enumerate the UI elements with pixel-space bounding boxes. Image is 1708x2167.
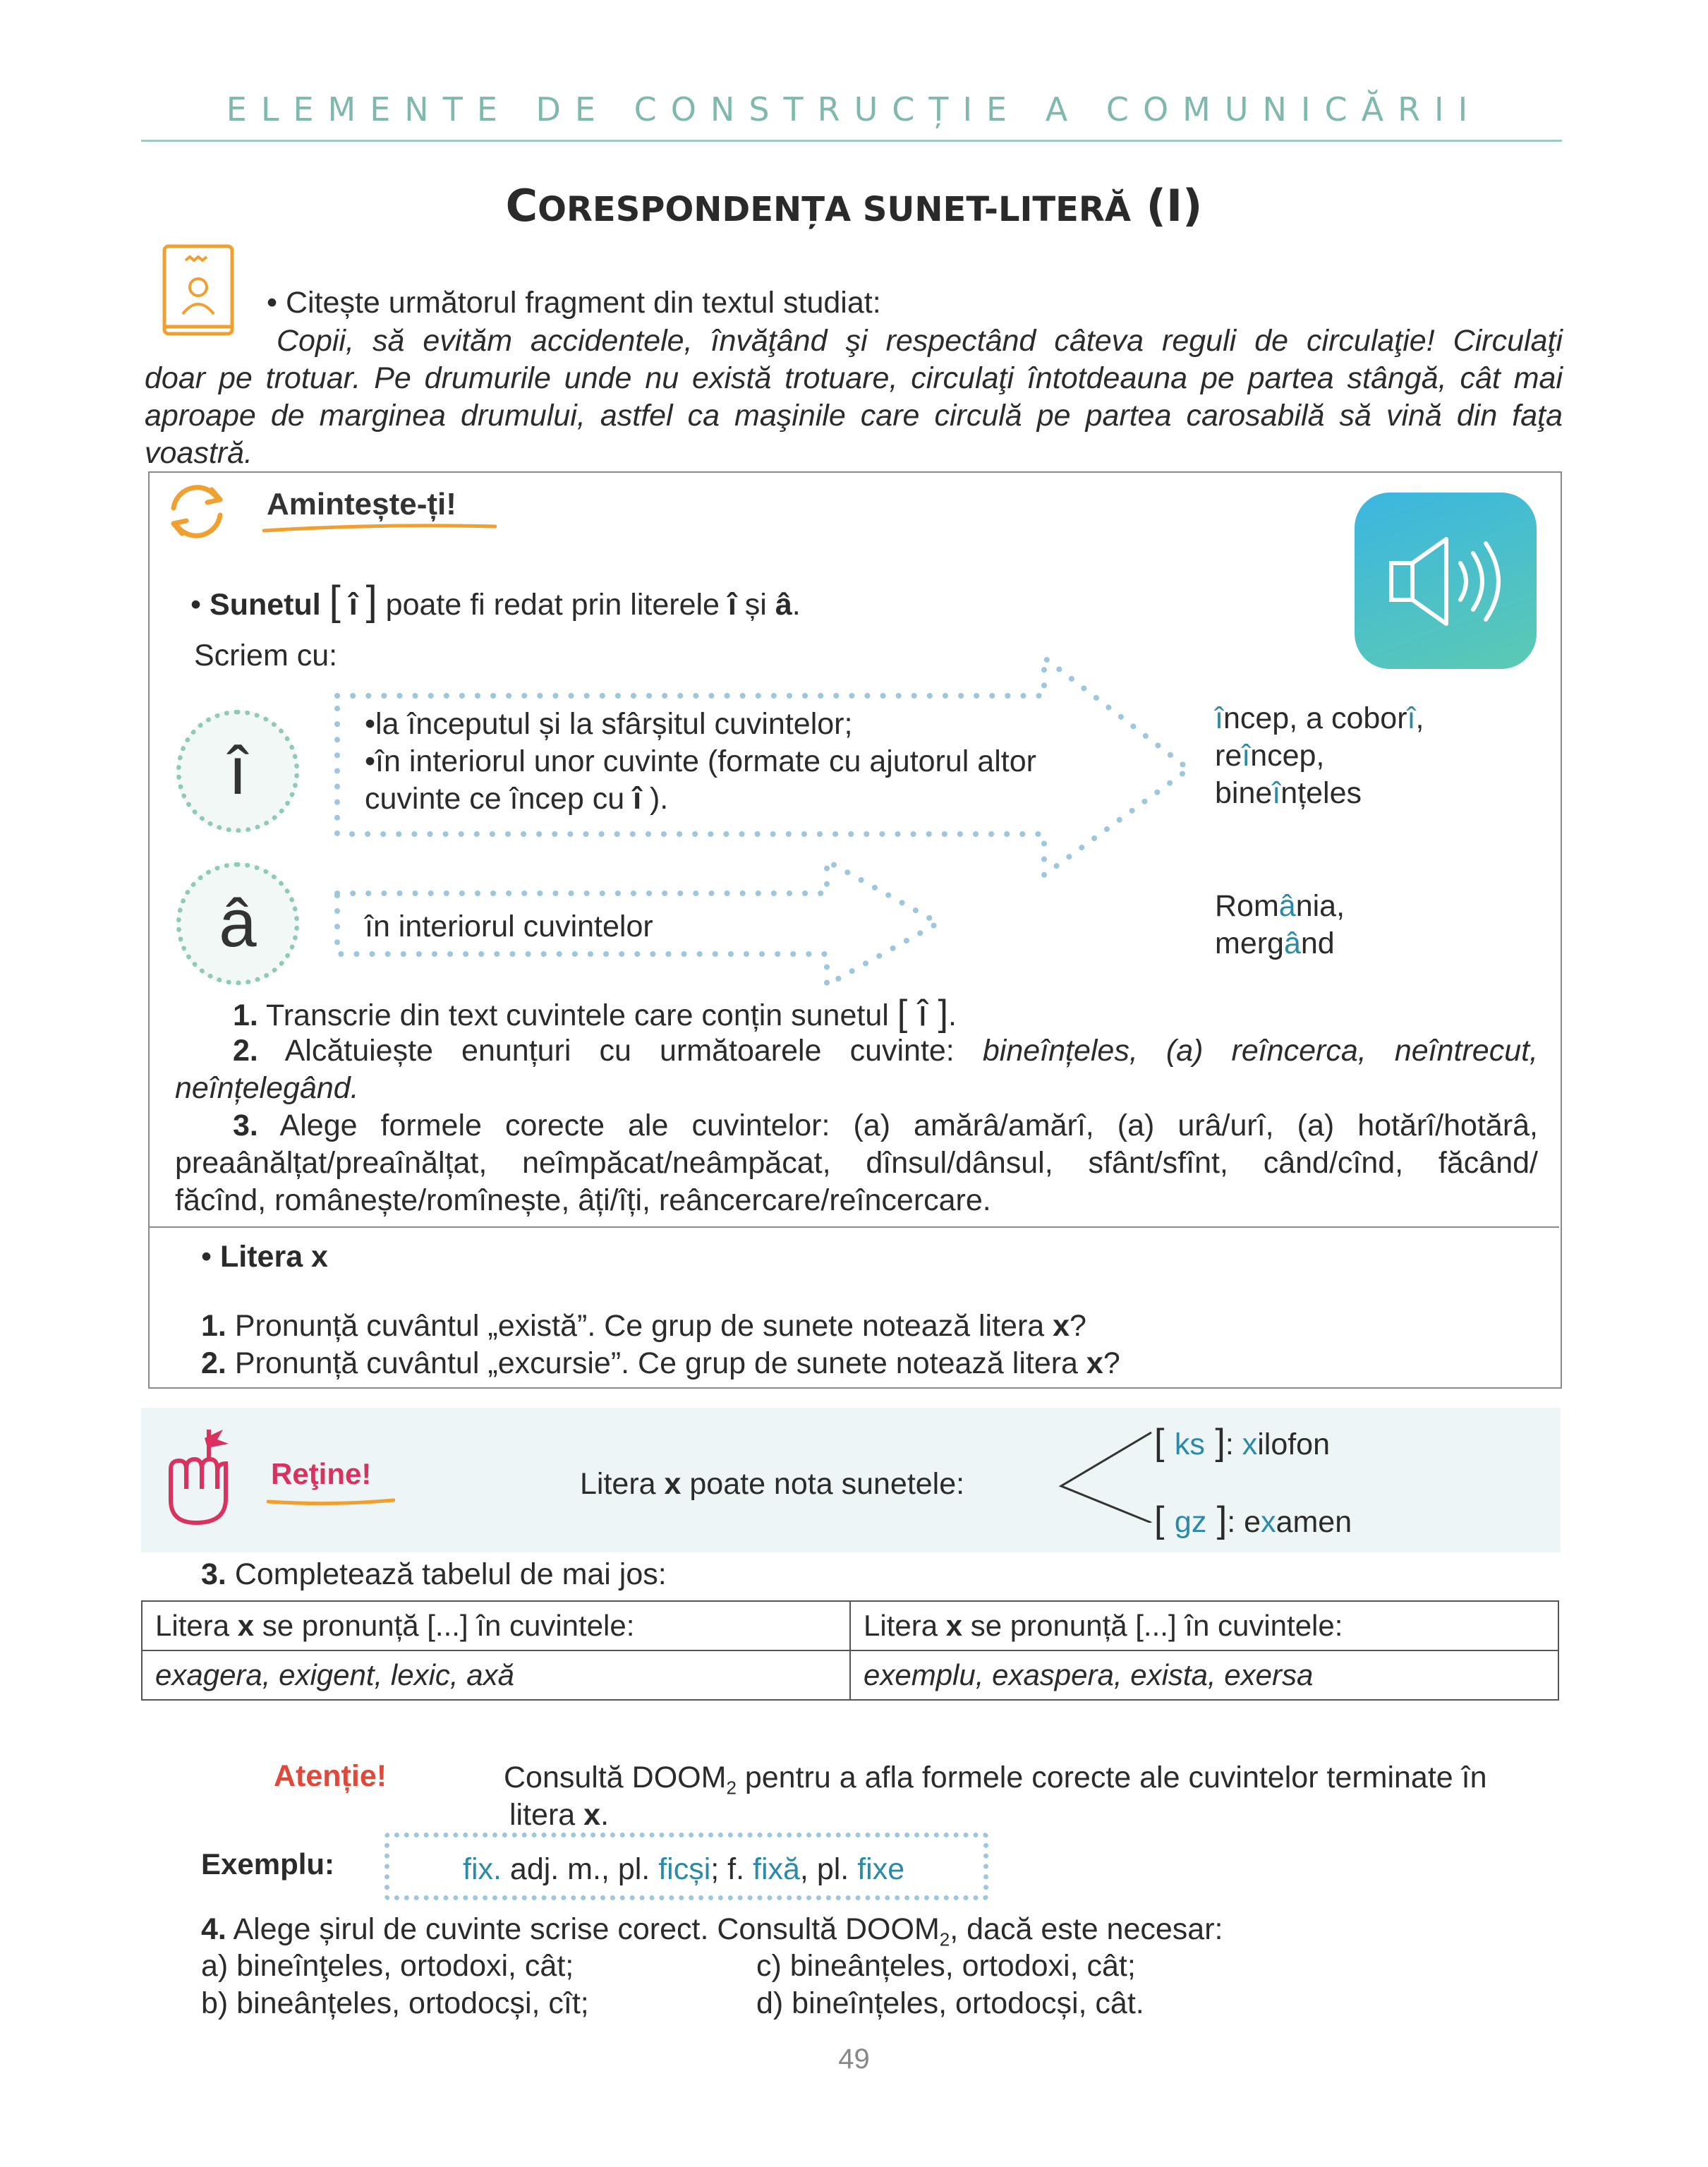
exercise-3-line-3: făcînd, românește/romînește, âți/îți, reâncercare/reîncercare.	[175, 1183, 991, 1217]
rule-i-line-2: •în interiorul unor cuvinte (formate cu ajutorul altor	[365, 744, 1036, 778]
sunetul-label: Sunetul	[210, 588, 321, 622]
litera-x-heading: • Litera x	[201, 1240, 328, 1274]
table-cell: exagera, exigent, lexic, axă	[142, 1650, 850, 1700]
exercise-1: 1. Transcrie din text cuvintele care conțin sunetul [ î ].	[233, 993, 957, 1034]
option-c[interactable]: c) bineânțeles, ortodoxi, cât;	[756, 1949, 1136, 1983]
sunetul-end: .	[792, 588, 801, 622]
rule-a-text: în interiorul cuvintelor	[365, 910, 653, 943]
option-b[interactable]: b) bineânțeles, ortodocși, cît;	[201, 1986, 589, 2020]
table-cell: exemplu, exaspera, exista, exersa	[850, 1650, 1558, 1700]
aminteste-heading: Amintește-ți!	[267, 487, 456, 521]
example-i-line-2: reîncep,	[1215, 739, 1325, 773]
fragment-line-2: doar pe trotuar. Pe drumurile unde nu există trotuare, circulaţi întotdeauna pe partea stângă, cât mai	[145, 361, 1563, 395]
exercise-2: 2. Alcătuiește enunțuri cu următoarele cuvinte: bineînțeles, (a) reîncerca, neîntrecut,	[233, 1034, 1538, 1068]
exercise-4-instruction: 4. Alege șirul de cuvinte scrise corect. Consultă $DOOM_2$, dacă este necesar:	[201, 1912, 1223, 1950]
finger-ribbon-icon	[161, 1423, 238, 1528]
table-row	[142, 1601, 1558, 1650]
atentie-label: Atenție!	[274, 1759, 387, 1793]
letter-a-glyph: â	[219, 886, 257, 961]
pronunciation-table	[141, 1600, 1559, 1701]
letter-i-circle	[176, 710, 299, 833]
sunetul-sound: î	[340, 588, 366, 622]
example-i-line-1: încep, a coborî,	[1215, 701, 1424, 735]
speaker-icon	[1355, 493, 1537, 669]
audio-play-button[interactable]	[1355, 493, 1537, 669]
aminteste-underline	[262, 522, 497, 533]
exercise-3-line-1: 3. Alege formele corecte ale cuvintelor: (a) amărâ/amărî, (a) urâ/urî, (a) hotărî/hotărâ,	[233, 1109, 1538, 1142]
fragment-line-3: aproape de marginea drumului, astfel ca maşinile care circulă pe partea carosabilă să vină din faţa	[145, 399, 1563, 433]
title-part1: ORESPONDENȚA SUNET	[538, 190, 985, 229]
exercise-2-line-2: neînțelegând.	[175, 1071, 359, 1105]
rule-i-line-3-text: cuvinte ce încep cu	[365, 782, 634, 816]
sunetul-letter-a: â	[775, 588, 792, 622]
sunetul-text: poate fi redat prin literele	[377, 588, 728, 622]
option-d[interactable]: d) bineînțeles, ortodocși, cât.	[756, 1986, 1144, 2020]
letter-a-circle	[176, 862, 299, 985]
retine-text: Litera x poate nota sunetele:	[580, 1467, 965, 1501]
book-reader-icon	[159, 243, 236, 339]
sunetul-letter-i: î	[727, 588, 737, 622]
litera-x-question-1: 1. Pronunță cuvântul „există”. Ce grup de sunete notează litera x?	[201, 1309, 1086, 1343]
page-title	[0, 180, 1708, 231]
retine-branch-lines	[1057, 1428, 1156, 1523]
table-row	[142, 1650, 1558, 1700]
table-instruction: 3. Completează tabelul de mai jos:	[201, 1557, 667, 1591]
retine-heading: Reţine!	[271, 1457, 372, 1490]
example-a-line-2: mergând	[1215, 926, 1335, 960]
rule-i-line-1: •la începutul și la sfârșitul cuvintelor;	[365, 707, 853, 741]
sunetul-bracket-open: [	[329, 578, 341, 624]
exemplu-text: fix. adj. m., pl. ficși; f. fixă, pl. fixe	[463, 1852, 905, 1886]
retine-gz: [ gz ]: examen	[1154, 1499, 1352, 1540]
title-initial: C	[505, 180, 538, 231]
title-part2: LITERĂ	[998, 190, 1132, 229]
table-header-cell: Litera x se pronunță [...] în cuvintele:	[850, 1601, 1558, 1650]
fragment-line-1: Copii, să evităm accidentele, învăţând şi respectând câteva reguli de circulaţie! Circulaţi	[277, 324, 1563, 358]
rule-i-line-3	[365, 780, 668, 818]
letter-i-glyph: î	[228, 733, 248, 809]
scriem-cu: Scriem cu:	[194, 639, 338, 672]
page-number: 49	[838, 2044, 870, 2075]
intro-instruction: • Citește următorul fragment din textul studiat:	[267, 286, 881, 320]
header-rule	[141, 140, 1562, 142]
retine-ks: [ ks ]: xilofon	[1154, 1422, 1331, 1463]
sunetul-and: și	[736, 588, 775, 622]
exercise-3-line-2: preaânălțat/preaînălțat, neîmpăcat/neâmpăcat, dînsul/dânsul, sfânt/sfînt, când/cînd, făcând/	[175, 1146, 1538, 1180]
rule-i-line-3-letter: î	[633, 782, 642, 816]
example-i-line-3: bineînțeles	[1215, 776, 1362, 810]
title-part3: (I)	[1131, 180, 1203, 231]
example-a-line-1: România,	[1215, 889, 1345, 923]
rule-i-line-3-end: ).	[641, 782, 669, 816]
atentie-text-line-2: litera x.	[509, 1798, 610, 1832]
sunetul-line	[190, 578, 801, 624]
fragment-line-4: voastră.	[145, 436, 253, 470]
option-a[interactable]: a) bineînţeles, ortodoxi, cât;	[201, 1949, 574, 1983]
title-dash: -	[984, 190, 998, 229]
exemplu-label: Exemplu:	[201, 1847, 335, 1881]
refresh-arrows-icon	[161, 480, 231, 543]
sunetul-bullet: •	[190, 588, 210, 622]
retine-underline	[267, 1496, 395, 1507]
litera-x-question-2: 2. Pronunță cuvântul „excursie”. Ce grup de sunete notează litera x?	[201, 1346, 1120, 1380]
aminteste-divider	[148, 1226, 1559, 1228]
table-header-cell: Litera x se pronunță [...] în cuvintele:	[142, 1601, 850, 1650]
sunetul-bracket-close: ]	[365, 578, 377, 624]
atentie-text-line-1: Consultă $DOOM_2$ pentru a afla formele corecte ale cuvintelor terminate în	[504, 1761, 1487, 1799]
section-header: ELEMENTE DE CONSTRUCȚIE A COMUNICĂRII	[226, 90, 1482, 128]
